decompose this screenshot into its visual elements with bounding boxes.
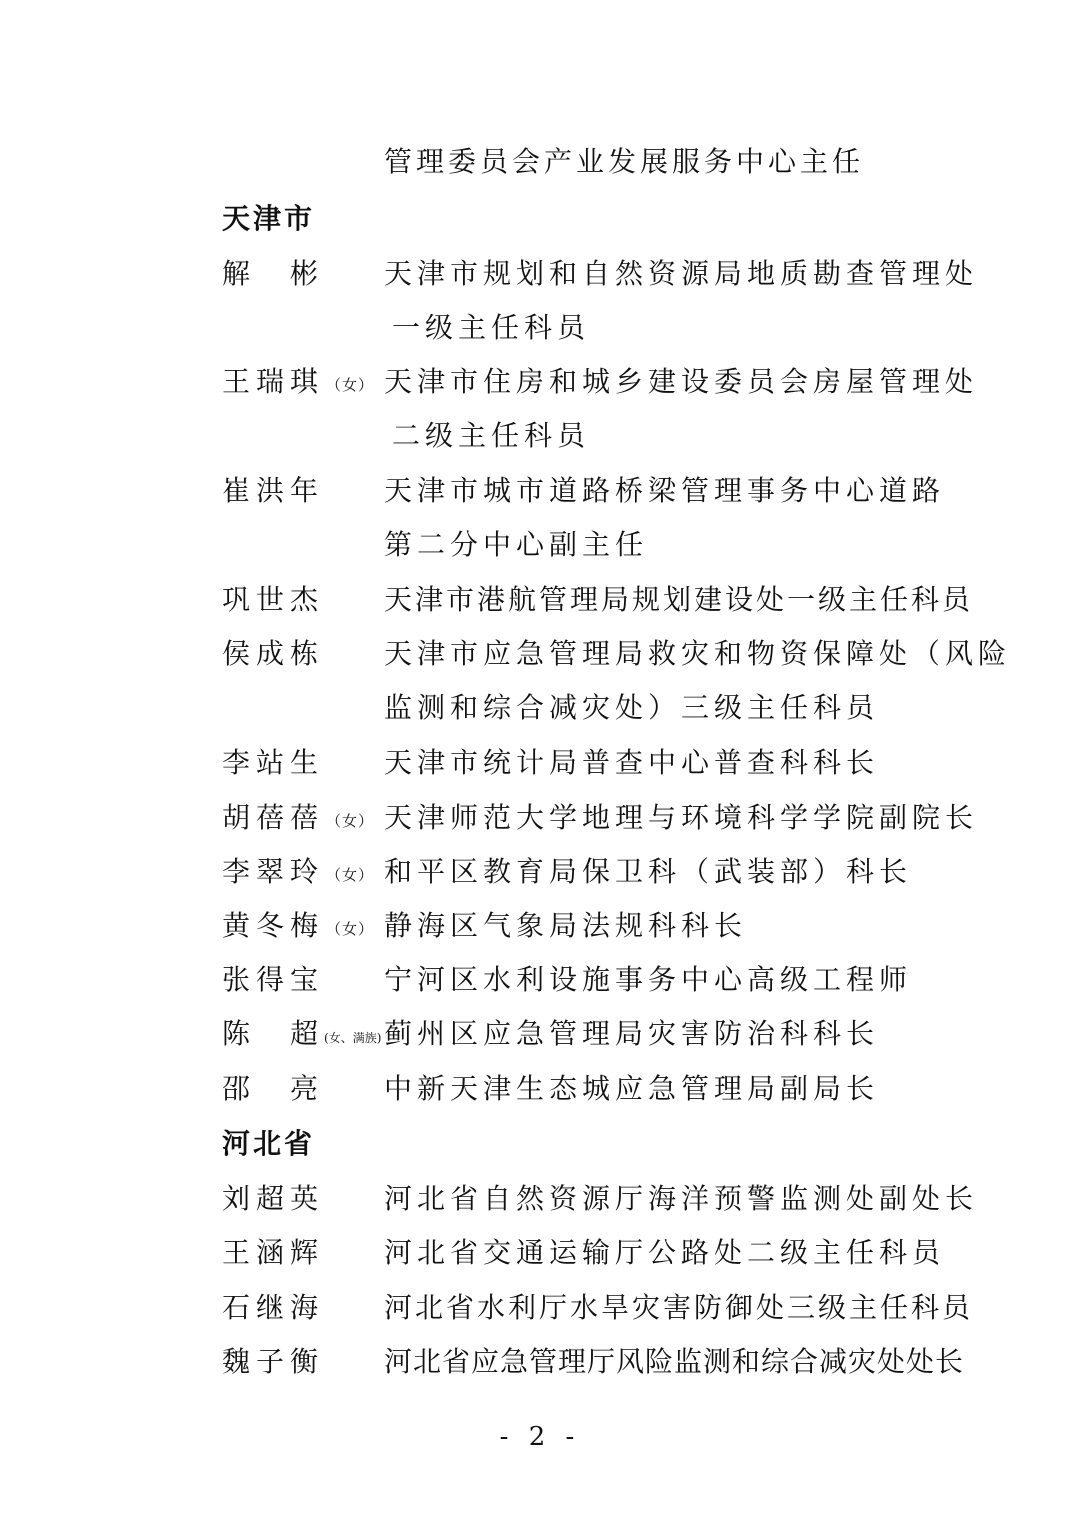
position-line: 和平区教育局保卫科（武装部）科长 bbox=[384, 855, 913, 888]
name-text: 陈 超 bbox=[222, 1017, 325, 1050]
position-line: 天津师范大学地理与环境科学学院副院长 bbox=[384, 801, 979, 834]
position-line: 监测和综合减灾处）三级主任科员 bbox=[384, 691, 880, 724]
person-name bbox=[222, 582, 324, 618]
person-name bbox=[222, 962, 324, 998]
position-line: 河北省应急管理厅风险监测和综合减灾处处长 bbox=[384, 1345, 965, 1378]
position-line: 一级主任科员 bbox=[392, 311, 591, 344]
name-text: 刘超英 bbox=[222, 1182, 325, 1215]
page-number: - 2 - bbox=[499, 1422, 581, 1452]
name-text: 魏子衡 bbox=[222, 1345, 325, 1378]
name-text: 张得宝 bbox=[222, 963, 325, 996]
person-note: （女） bbox=[326, 812, 375, 830]
name-text: 李翠玲 bbox=[222, 855, 325, 888]
position-line: 天津市统计局普查中心普查科科长 bbox=[384, 746, 880, 779]
position-line: 静海区气象局法规科科长 bbox=[384, 909, 748, 942]
name-text: 胡蓓蓓 bbox=[222, 801, 325, 834]
name-text: 黄冬梅 bbox=[222, 909, 325, 942]
position-line: 天津市城市道路桥梁管理事务中心道路 bbox=[384, 474, 946, 507]
position-line: 天津市住房和城乡建设委员会房屋管理处 bbox=[384, 365, 979, 398]
position-line: 中新天津生态城应急管理局副局长 bbox=[384, 1072, 880, 1105]
person-name bbox=[222, 908, 374, 947]
name-text: 王瑞琪 bbox=[222, 365, 325, 398]
name-text: 王涵辉 bbox=[222, 1236, 325, 1269]
person-name bbox=[222, 1071, 324, 1107]
person-name bbox=[222, 256, 324, 292]
person-name bbox=[222, 473, 324, 509]
position-line: 天津市规划和自然资源局地质勘查管理处 bbox=[384, 257, 979, 290]
position-line: 天津市港航管理局规划建设处一级主任科员 bbox=[384, 583, 974, 616]
name-text: 李站生 bbox=[222, 746, 325, 779]
section-heading: 河北省 bbox=[222, 1127, 316, 1160]
name-text: 侯成栋 bbox=[222, 637, 325, 670]
person-name bbox=[222, 854, 374, 893]
name-text: 解 彬 bbox=[222, 257, 325, 290]
person-name bbox=[222, 1016, 381, 1056]
position-line: 宁河区水利设施事务中心高级工程师 bbox=[384, 963, 913, 996]
name-text: 石继海 bbox=[222, 1291, 325, 1324]
person-name bbox=[222, 636, 324, 672]
section-heading: 天津市 bbox=[222, 202, 316, 235]
person-name bbox=[222, 745, 324, 781]
person-name bbox=[222, 1181, 324, 1217]
person-name bbox=[222, 1290, 324, 1326]
continuation-line: 管理委员会产业发展服务中心主任 bbox=[384, 145, 865, 178]
position-line: 河北省自然资源厅海洋预警监测处副处长 bbox=[384, 1182, 979, 1215]
position-line: 蓟州区应急管理局灾害防治科科长 bbox=[384, 1017, 880, 1050]
name-text: 巩世杰 bbox=[222, 583, 325, 616]
position-line: 第二分中心副主任 bbox=[384, 528, 649, 561]
position-line: 河北省交通运输厅公路处二级主任科员 bbox=[384, 1236, 946, 1269]
position-line: 二级主任科员 bbox=[392, 419, 591, 452]
person-name bbox=[222, 1235, 324, 1271]
person-name bbox=[222, 800, 374, 839]
name-text: 邵 亮 bbox=[222, 1072, 325, 1105]
person-note: （女） bbox=[326, 866, 375, 884]
person-note: (女、满族) bbox=[324, 1031, 382, 1045]
person-note: （女） bbox=[326, 376, 375, 394]
position-line: 河北省水利厅水旱灾害防御处三级主任科员 bbox=[384, 1291, 974, 1324]
person-note: （女） bbox=[326, 920, 375, 938]
position-line: 天津市应急管理局救灾和物资保障处（风险 bbox=[384, 637, 1012, 670]
name-text: 崔洪年 bbox=[222, 474, 325, 507]
person-name bbox=[222, 1344, 324, 1380]
person-name bbox=[222, 364, 374, 403]
